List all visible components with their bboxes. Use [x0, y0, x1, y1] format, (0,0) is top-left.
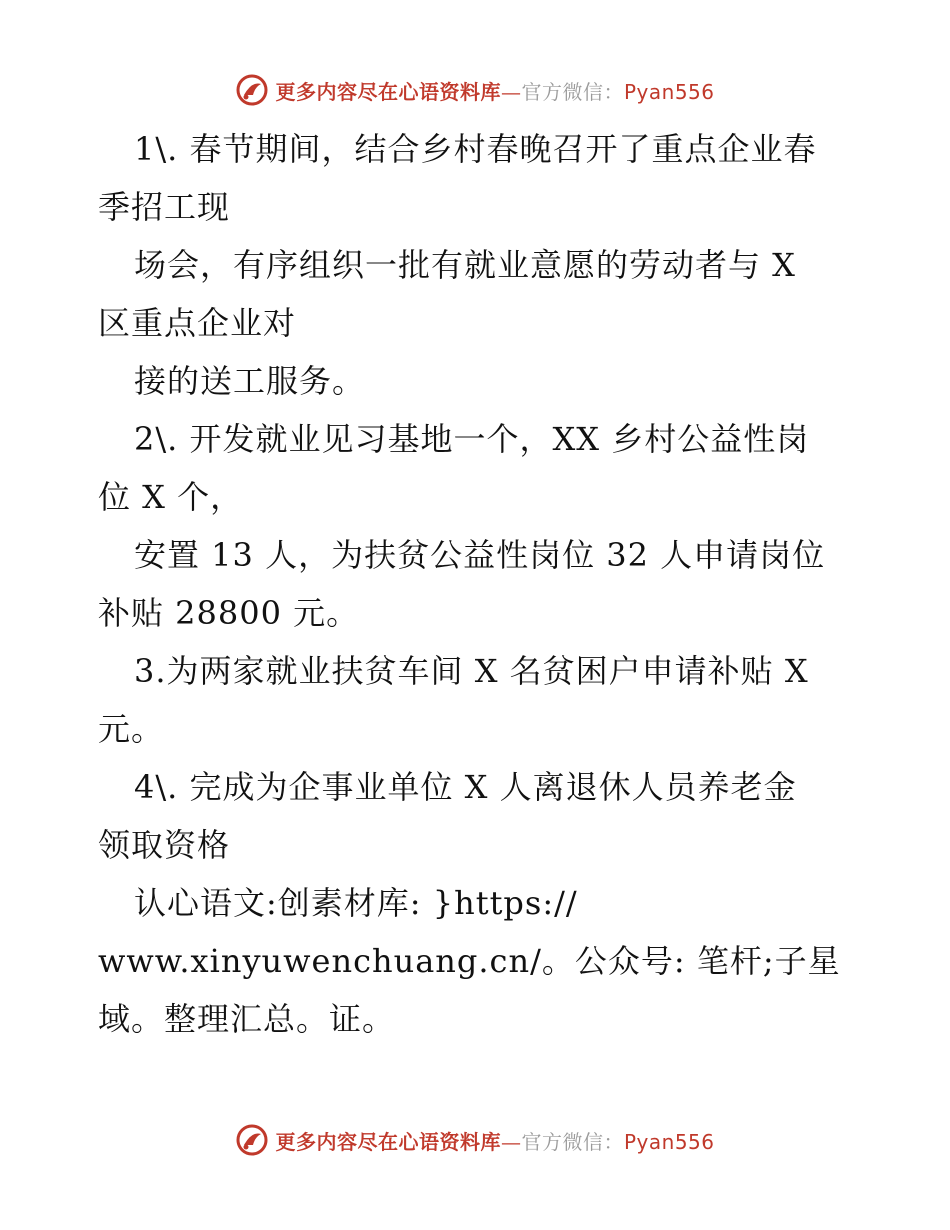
text-line: 季招工现	[98, 188, 231, 226]
text-line: 区重点企业对	[98, 304, 297, 342]
text-line: www.xinyuwenchuang.cn/。公众号: 笔杆;子星	[98, 942, 841, 980]
text-line: 接的送工服务。	[134, 362, 366, 400]
banner-text	[275, 1126, 714, 1155]
text-line: 补贴 28800 元。	[98, 594, 360, 632]
text-line: 领取资格	[98, 826, 231, 864]
text-line: 认心语文:创素材库: }https://	[134, 884, 578, 922]
header-banner	[0, 70, 950, 110]
banner-wechat-label: 官方微信：	[521, 1129, 624, 1154]
banner-text	[275, 76, 714, 105]
brush-seal-icon	[235, 73, 269, 107]
text-line: 域。整理汇总。证。	[98, 1000, 396, 1038]
banner-separator: —	[500, 1129, 522, 1154]
text-line: 位 X 个，	[98, 478, 244, 516]
banner-wechat-handle: Pyan556	[623, 1129, 715, 1154]
banner-wechat-label: 官方微信：	[521, 79, 624, 104]
banner-site-name: 更多内容尽在心语资料库	[275, 1129, 501, 1154]
text-line: 4\. 完成为企事业单位 X 人离退休人员养老金	[134, 768, 797, 806]
banner-separator: —	[500, 79, 522, 104]
document-body	[98, 120, 858, 1048]
text-line: 安置 13 人，为扶贫公益性岗位 32 人申请岗位	[134, 536, 826, 574]
text-line: 1\. 春节期间，结合乡村春晚召开了重点企业春	[134, 130, 817, 168]
banner-wechat-handle: Pyan556	[623, 79, 715, 104]
footer-banner	[0, 1120, 950, 1160]
text-line: 3.为两家就业扶贫车间 X 名贫困户申请补贴 X	[134, 652, 809, 690]
text-line: 2\. 开发就业见习基地一个，XX 乡村公益性岗	[134, 420, 810, 458]
text-line: 场会，有序组织一批有就业意愿的劳动者与 X	[134, 246, 796, 284]
text-line: 元。	[98, 710, 165, 748]
banner-site-name: 更多内容尽在心语资料库	[275, 79, 501, 104]
brush-seal-icon	[235, 1123, 269, 1157]
